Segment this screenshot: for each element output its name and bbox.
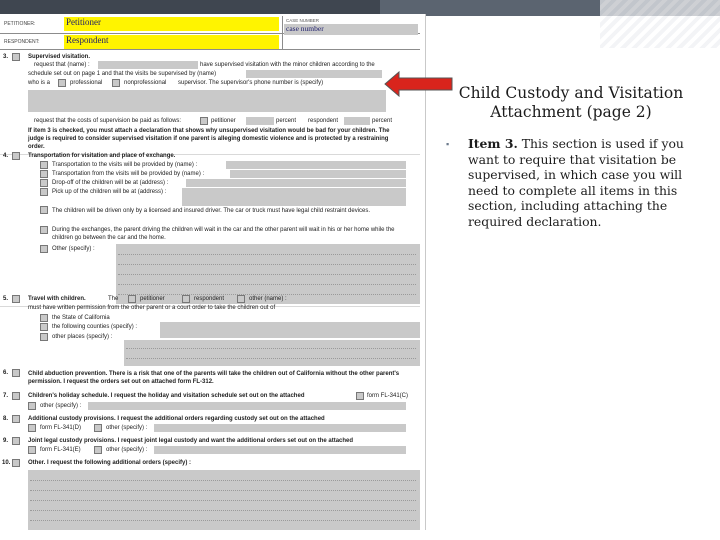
s7-other-field[interactable] — [88, 402, 406, 410]
s5-line1-a: The — [108, 296, 119, 302]
s5-b-label: the following counties (specify) : — [52, 324, 138, 330]
line — [118, 284, 416, 285]
section-6-text: Child abduction prevention. There is a risk that one of the parents will take the children out of California without the other parent's permission. I request the orders set out on attached form FL-312. — [28, 371, 400, 385]
s5-other-checkbox[interactable] — [237, 295, 245, 303]
section-6-checkbox[interactable] — [12, 369, 20, 377]
s3-petitioner-percent-field[interactable] — [246, 117, 274, 125]
s4-g-label: Other (specify) : — [52, 246, 95, 252]
s3-phone-field[interactable] — [28, 90, 386, 112]
s3-line4-c: percent — [276, 118, 297, 124]
s4-d-label: Pick up of the children will be at (address) : — [52, 189, 167, 195]
s4-f-label: During the exchanges, the parent driving the children will wait in the car and the other parent will wait in his or her home while the children go between the car and the home. — [52, 227, 395, 241]
line — [118, 264, 416, 265]
bullet-body: This section is used if you want to require that visitation be supervised, in which case you will need to complete all items in this section, including attaching the required declaration. — [468, 136, 684, 229]
s4-c-checkbox[interactable] — [40, 179, 48, 187]
s5-c-label: other places (specify) : — [52, 334, 113, 340]
s9-other-label: other (specify) : — [106, 447, 148, 453]
petitioner-field[interactable]: Petitioner — [64, 17, 279, 31]
s3-respondent-percent-field[interactable] — [344, 117, 370, 125]
s8-other-checkbox[interactable] — [94, 424, 102, 432]
section-3-checkbox[interactable] — [12, 53, 20, 61]
s9-form-checkbox[interactable] — [28, 446, 36, 454]
section-7-number: 7. — [3, 393, 9, 399]
section-8-text: Additional custody provisions. I request the additional orders regarding custody set out on the attached — [28, 416, 325, 422]
section-9-text: Joint legal custody provisions. I request joint legal custody and want the additional orders set out on the attached — [28, 438, 354, 444]
s4-d-checkbox[interactable] — [40, 188, 48, 196]
form-page-scan — [0, 14, 426, 530]
s4-e-checkbox[interactable] — [40, 206, 48, 214]
section-8-checkbox[interactable] — [12, 415, 20, 423]
line — [118, 254, 416, 255]
s4-b-label: Transportation from the visits will be provided by (name) : — [52, 171, 205, 177]
s3-line4-e: percent — [372, 118, 393, 124]
s3-line3-a: who is a — [28, 80, 51, 86]
line — [126, 358, 416, 359]
s8-other-label: other (specify) : — [106, 425, 148, 431]
s5-a-label: the State of California — [52, 315, 110, 321]
s3-supervisor-field[interactable] — [246, 70, 382, 78]
line — [30, 490, 416, 491]
s5-line1-c: respondent — [194, 296, 225, 302]
s3-nonprofessional-checkbox[interactable] — [112, 79, 120, 87]
section-10-text: Other. I request the following additional orders (specify) : — [28, 460, 192, 466]
line — [126, 348, 416, 349]
s5-b-field[interactable] — [160, 322, 420, 338]
section-7-text: Children's holiday schedule. I request the holiday and visitation schedule set out on the attached — [28, 393, 305, 399]
s9-other-field[interactable] — [154, 446, 406, 454]
s4-e-label: The children will be driven only by a licensed and insured driver. The car or truck must have legal child restraint devices. — [52, 208, 371, 214]
form-header — [0, 16, 420, 50]
s5-b-checkbox[interactable] — [40, 323, 48, 331]
line — [30, 500, 416, 501]
s8-form-checkbox[interactable] — [28, 424, 36, 432]
section-10-checkbox[interactable] — [12, 459, 20, 467]
s3-name-field[interactable] — [98, 61, 198, 69]
line — [118, 274, 416, 275]
s4-b-checkbox[interactable] — [40, 170, 48, 178]
s5-line1-d: other (name) : — [249, 296, 287, 302]
line — [30, 480, 416, 481]
s4-d-field[interactable] — [182, 188, 406, 206]
section-5-number: 5. — [3, 296, 9, 302]
s5-other-name-field[interactable] — [296, 295, 406, 303]
s4-a-label: Transportation to the visits will be provided by (name) : — [52, 162, 198, 168]
respondent-field[interactable]: Respondent — [64, 35, 279, 49]
s5-line1-b: petitioner — [140, 296, 165, 302]
case-number-label: CASE NUMBER — [286, 18, 320, 23]
s3-line2: schedule set out on page 1 and that the visits be supervised by (name) — [28, 71, 217, 77]
s4-a-checkbox[interactable] — [40, 161, 48, 169]
s3-line3-c: nonprofessional — [124, 80, 167, 86]
s5-c-checkbox[interactable] — [40, 333, 48, 341]
s3-line4-b: petitioner — [211, 118, 236, 124]
s4-a-field[interactable] — [226, 161, 406, 169]
s8-form-label: form FL-341(D) — [40, 425, 82, 431]
s5-a-checkbox[interactable] — [40, 314, 48, 322]
s7-other-label: other (specify) : — [40, 403, 82, 409]
s4-f-checkbox[interactable] — [40, 226, 48, 234]
s3-line4-a: request that the costs of supervision be paid as follows: — [34, 118, 182, 124]
s4-b-field[interactable] — [230, 170, 406, 178]
section-9-number: 9. — [3, 438, 9, 444]
s5-line2: must have written permission from the other parent or a court order to take the children out of — [28, 305, 276, 311]
s8-other-field[interactable] — [154, 424, 406, 432]
s3-line4-d: respondent — [308, 118, 339, 124]
s3-declaration-note: If item 3 is checked, you must attach a declaration that shows why unsupervised visitation would be bad for your children. The judge is required to consider supervised visitation if one parent is alleging domestic violence and is protected by a restraining order. — [28, 128, 390, 150]
section-8-number: 8. — [3, 416, 9, 422]
line — [30, 520, 416, 521]
s3-petitioner-checkbox[interactable] — [200, 117, 208, 125]
section-10-number: 10. — [2, 460, 11, 466]
petitioner-label: PETITIONER: — [4, 21, 36, 27]
s3-line3-d: supervisor. The supervisor's phone number is (specify) — [178, 80, 324, 86]
decorative-stripes — [600, 0, 720, 48]
s9-form-label: form FL-341(E) — [40, 447, 81, 453]
s5-petitioner-checkbox[interactable] — [128, 295, 136, 303]
s3-line3-b: professional — [70, 80, 103, 86]
s3-line1-b: have supervised visitation with the minor children according to the — [200, 62, 375, 68]
section-4-title: Transportation for visitation and place of exchange. — [28, 153, 176, 159]
s9-other-checkbox[interactable] — [94, 446, 102, 454]
section-4-checkbox[interactable] — [12, 152, 20, 160]
section-7-checkbox[interactable] — [12, 392, 20, 400]
s4-c-field[interactable] — [186, 179, 406, 187]
section-9-checkbox[interactable] — [12, 437, 20, 445]
s5-respondent-checkbox[interactable] — [182, 295, 190, 303]
bullet-marker-icon: ▪ — [446, 139, 450, 149]
case-number-field[interactable]: case number — [284, 24, 418, 35]
section-5-checkbox[interactable] — [12, 295, 20, 303]
case-number-box — [282, 16, 420, 50]
section-6-number: 6. — [3, 370, 9, 376]
s7-form-label: form FL-341(C) — [367, 393, 409, 399]
slide-title: Child Custody and Visitation Attachment (page 2) — [458, 84, 684, 121]
s4-g-checkbox[interactable] — [40, 245, 48, 253]
bullet-lead: Item 3. — [468, 136, 518, 151]
s5-c-field[interactable] — [124, 340, 420, 366]
s3-professional-checkbox[interactable] — [58, 79, 66, 87]
section-5-title: Travel with children. — [28, 296, 86, 302]
s7-other-checkbox[interactable] — [28, 402, 36, 410]
line — [30, 510, 416, 511]
section-3-title: Supervised visitation. — [28, 54, 91, 60]
respondent-label: RESPONDENT: — [4, 39, 40, 45]
s3-line1-a: request that (name) : — [34, 62, 90, 68]
s4-c-label: Drop-off of the children will be at (address) : — [52, 180, 169, 186]
section-4-number: 4. — [3, 153, 9, 159]
bullet-text — [468, 136, 708, 230]
s7-form-checkbox[interactable] — [356, 392, 364, 400]
section-3-number: 3. — [3, 54, 9, 60]
